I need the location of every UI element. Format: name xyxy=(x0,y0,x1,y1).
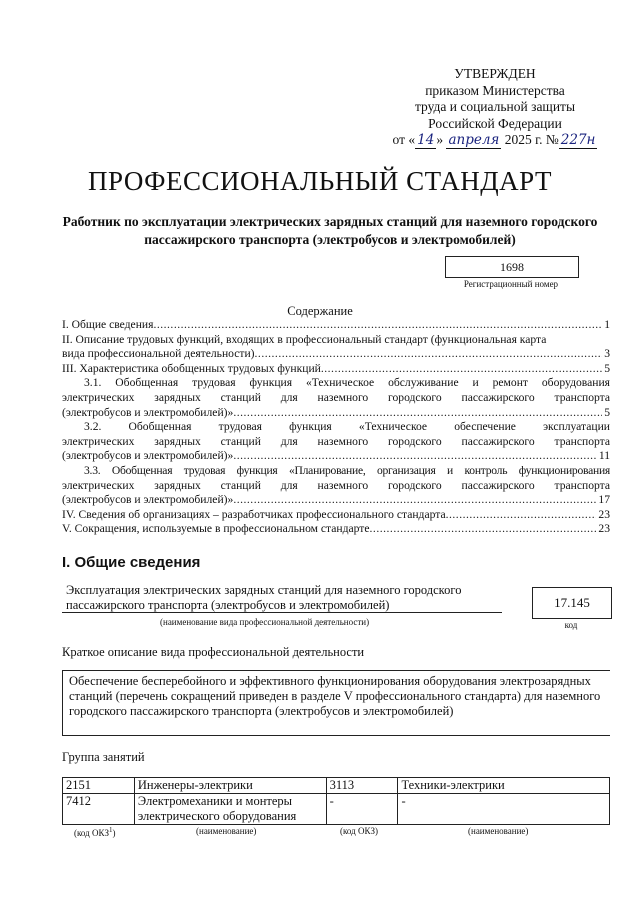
date-mid: » xyxy=(436,132,444,147)
approval-line-2: приказом Министерства xyxy=(425,82,565,98)
toc-item[interactable]: III. Характеристика обобщенных трудовых функций ..... 5 xyxy=(62,362,610,377)
table-of-contents xyxy=(62,318,610,537)
okz-code-cell: - xyxy=(326,794,398,825)
handwritten-month: апреля xyxy=(448,132,500,148)
occupation-group-title: Группа занятий xyxy=(62,750,145,764)
toc-item[interactable]: 3.1. Обобщенная трудовая функция «Техническое обслуживание и ремонт оборудования электрических зарядных станций для наземного городского пассажирского транспорта (электробусов и электромобилей)» ..... 5 xyxy=(62,376,610,420)
toc-item[interactable]: 3.2. Обобщенная трудовая функция «Техническое обеспечение эксплуатации электрических зарядных станций для наземного городского пассажирского транспорта (электробусов и электромобилей)» ..... 11 xyxy=(62,420,610,464)
approval-block xyxy=(380,66,610,149)
okz-code-cell: 7412 xyxy=(63,794,135,825)
okz-name-label-2: (наименование) xyxy=(468,826,529,836)
table-row xyxy=(63,794,610,825)
approval-line-3: труда и социальной защиты xyxy=(414,99,576,114)
brief-description-text: Обеспечение бесперебойного и эффективного функционирования оборудования электрозарядных станций (перечень сокращений приведен в разделе V профессионального стандарта) для наземного городского пассажирского транспорта (электробусов и электромобилей) xyxy=(62,670,610,736)
toc-title: Содержание xyxy=(287,304,353,318)
registration-label: Регистрационный номер xyxy=(463,279,559,289)
okz-code-label: (код ОКЗ$^1$) xyxy=(74,826,116,838)
okz-name-cell: Инженеры-электрики xyxy=(134,778,326,794)
okz-code-label-2: (код ОКЗ) xyxy=(340,826,378,836)
section-heading: I. Общие сведения xyxy=(62,554,201,571)
okz-code-cell: 2151 xyxy=(63,778,135,794)
okz-name-cell: Электромеханики и монтеры электрического оборудования xyxy=(134,794,326,825)
occupation-group-table xyxy=(62,777,610,825)
standard-name: Работник по эксплуатации электрических зарядных станций для наземного городского пассажирского транспорта (электробусов и электромобилей) xyxy=(62,214,598,247)
document-title: ПРОФЕССИОНАЛЬНЫЙ СТАНДАРТ xyxy=(87,166,553,196)
approval-line-1: УТВЕРЖДЕН xyxy=(454,66,536,81)
toc-item[interactable]: V. Сокращения, используемые в профессиональном стандарте ..... 23 xyxy=(62,522,610,537)
date-prefix: от « xyxy=(392,132,416,147)
brief-description-title: Краткое описание вида профессиональной деятельности xyxy=(62,645,365,659)
activity-code: 17.145 xyxy=(532,587,612,619)
activity-name-label: (наименование вида профессиональной деятельности) xyxy=(160,617,370,627)
approval-date xyxy=(380,132,610,149)
okz-name-cell: - xyxy=(398,794,610,825)
okz-name-label: (наименование) xyxy=(196,826,257,836)
registration-number: 1698 xyxy=(445,256,579,278)
toc-item[interactable]: IV. Сведения об организациях – разработчиках профессионального стандарта ..... 23 xyxy=(62,508,610,523)
okz-code-cell: 3113 xyxy=(326,778,398,794)
activity-code-label: код xyxy=(564,620,578,630)
okz-name-cell: Техники-электрики xyxy=(398,778,610,794)
toc-item[interactable]: 3.3. Обобщенная трудовая функция «Планирование, организация и контроль функционирования электрических зарядных станций для наземного городского пассажирского транспорта (электробусов и электромобилей)» ..... 17 xyxy=(62,464,610,508)
handwritten-number: 227н xyxy=(560,132,596,148)
handwritten-day: 14 xyxy=(417,132,435,148)
activity-name-field: Эксплуатация электрических зарядных станций для наземного городского пассажирского транспорта (электробусов и электромобилей) xyxy=(62,583,502,613)
date-year: 2025 г. № xyxy=(504,132,559,147)
toc-item[interactable]: I. Общие сведения ..... 1 xyxy=(62,318,610,333)
table-row xyxy=(63,778,610,794)
approval-line-4: Российской Федерации xyxy=(428,115,562,131)
toc-item[interactable]: II. Описание трудовых функций, входящих в профессиональный стандарт (функциональная карта вида профессиональной деятельности) ..... 3 xyxy=(62,333,610,362)
